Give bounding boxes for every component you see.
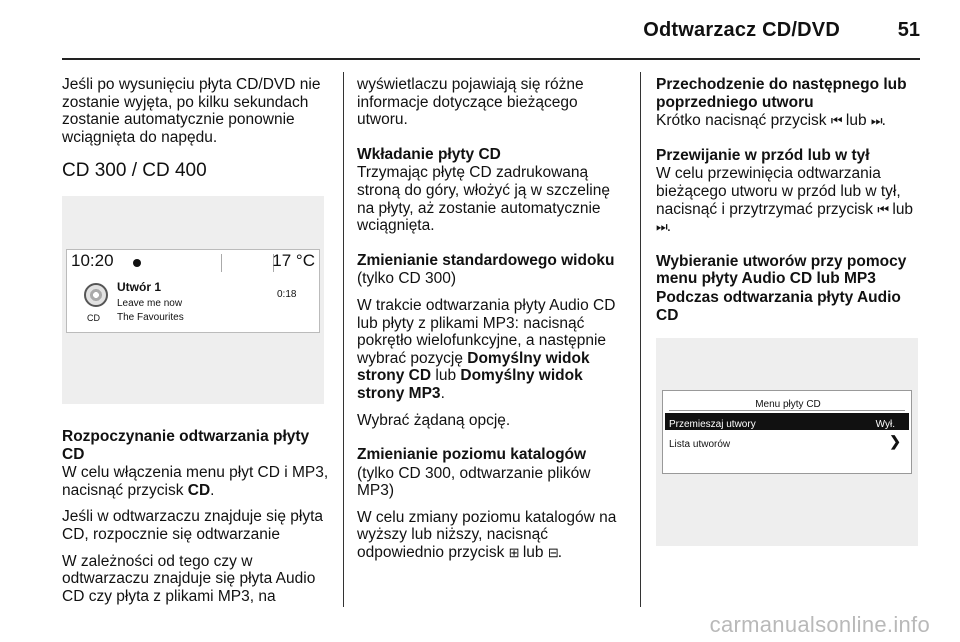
previous-track-icon: ⏮ [830, 113, 842, 129]
view-note: (tylko CD 300) [357, 270, 457, 288]
cd-display-screen [66, 249, 320, 333]
intro-paragraph: Jeśli po wysunięciu płyta CD/DVD nie zostanie wyjęta, po kilku sekundach zostanie automatycznie ponownie wciągnięta do napędu. [62, 76, 321, 146]
menu-title-rule [669, 410, 905, 411]
display-temperature: 17 °C [272, 250, 315, 270]
start-paragraph-1 [62, 464, 330, 499]
menu-item-value: Wył. [875, 419, 895, 431]
start-paragraph-2: Jeśli w odtwarzaczu znajduje się płyta CD, rozpocznie się odtwarzanie [62, 508, 324, 543]
menu-subheading: Podczas odtwarzania płyty Audio CD [656, 288, 901, 324]
cd-key-label: CD [187, 481, 211, 499]
skip-paragraph [656, 112, 924, 130]
cd-menu-screen [662, 390, 912, 474]
section-title: CD 300 / CD 400 [62, 160, 207, 182]
text-run: lub [431, 367, 461, 385]
display-source-label: CD [87, 312, 100, 323]
view-paragraph-2: Wybrać żądaną opcję. [357, 411, 511, 429]
continuation-paragraph: wyświetlaczu pojawiają się różne informacje dotyczące bieżącego utworu. [357, 76, 584, 129]
text-run: W celu przewinięcia odtwarzania bieżącego utworu w przód lub w tył, nacisnąć i przytrzymać przycisk [656, 165, 901, 218]
page-title: Odtwarzacz CD/DVD [643, 19, 840, 41]
cd-menu-figure [656, 338, 918, 546]
text-run: lub [888, 200, 914, 218]
menu-heading: Wybieranie utworów przy pomocy menu płyty Audio CD lub MP3 [656, 252, 907, 288]
text-run: W celu włączenia menu płyt CD i MP3, nacisnąć przycisk [62, 464, 329, 499]
text-run: . [440, 384, 445, 402]
column-divider-1 [343, 72, 344, 607]
menu-item-label: Lista utworów [669, 439, 731, 451]
text-run: lub [518, 544, 548, 562]
folder-paragraph [357, 509, 625, 562]
column-3 [656, 76, 924, 546]
previous-track-icon: ⏮ [877, 201, 889, 217]
option-default-cd: Domyślny widok strony CD [357, 349, 590, 385]
view-paragraph [357, 297, 625, 403]
insert-heading: Wkładanie płyty CD [357, 145, 501, 163]
next-track-icon: ⏭ [870, 113, 882, 129]
menu-title: Menu płyty CD [755, 399, 821, 411]
display-separator [221, 254, 222, 272]
menu-item-track-list [669, 433, 901, 452]
chevron-right-icon: ❯ [889, 433, 901, 450]
display-album: The Favourites [117, 311, 184, 323]
ff-heading: Przewijanie w przód lub w tył [656, 146, 870, 164]
text-run: W trakcie odtwarzania płyty Audio CD lub płyty z plikami MP3: nacisnąć pokrętło wielofunkcyjne, a następnie wybrać pozycję [357, 296, 616, 367]
insert-paragraph: Trzymając płytę CD zadrukowaną stroną do góry, włożyć ją w szczelinę na płyty, aż zostanie automatycznie wciągnięta. [357, 164, 610, 235]
next-track-icon: ⏭ [656, 219, 667, 235]
ff-paragraph [656, 165, 924, 235]
start-heading: Rozpoczynanie odtwarzania płyty CD [62, 427, 310, 463]
text-run: . [666, 218, 672, 236]
column-1 [62, 76, 330, 614]
cd-display-figure [62, 196, 324, 404]
text-run: W celu zmiany poziomu katalogów na wyższy lub niższy, nacisnąć odpowiednio przycisk [357, 508, 617, 562]
display-elapsed-time: 0:18 [277, 288, 297, 300]
menu-item-label: Przemieszaj utwory [669, 419, 756, 431]
display-time: 10:20 [71, 250, 114, 270]
folder-note: (tylko CD 300, odtwarzanie plików MP3) [357, 464, 591, 500]
folder-up-icon: ⊞ [508, 545, 519, 561]
option-default-mp3: Domyślny widok strony MP3 [357, 367, 583, 402]
menu-item-shuffle [665, 413, 909, 430]
display-track-title: Utwór 1 [117, 279, 162, 294]
folder-down-icon: ⊟ [547, 545, 558, 561]
text-run: . [210, 481, 215, 499]
skip-heading: Przechodzenie do następnego lub poprzedniego utworu [656, 76, 907, 111]
text-run: . [881, 112, 886, 130]
column-divider-2 [640, 72, 641, 607]
view-heading: Zmienianie standardowego widoku [357, 251, 615, 269]
page-number: 51 [897, 19, 920, 41]
watermark: carmanualsonline.info [709, 612, 930, 637]
page-header [0, 0, 960, 62]
display-artist: Leave me now [117, 297, 183, 309]
column-2 [357, 76, 625, 571]
text-run: lub [841, 112, 871, 130]
folder-heading: Zmienianie poziomu katalogów [357, 446, 587, 464]
status-dot-icon [133, 259, 141, 267]
text-run: Krótko nacisnąć przycisk [656, 112, 831, 130]
start-paragraph-3: W zależności od tego czy w odtwarzaczu znajduje się płyta Audio CD czy płyta z plikami MP3, na [62, 552, 316, 605]
text-run: . [557, 544, 563, 562]
cd-disc-icon [84, 283, 108, 307]
header-rule [62, 58, 920, 60]
